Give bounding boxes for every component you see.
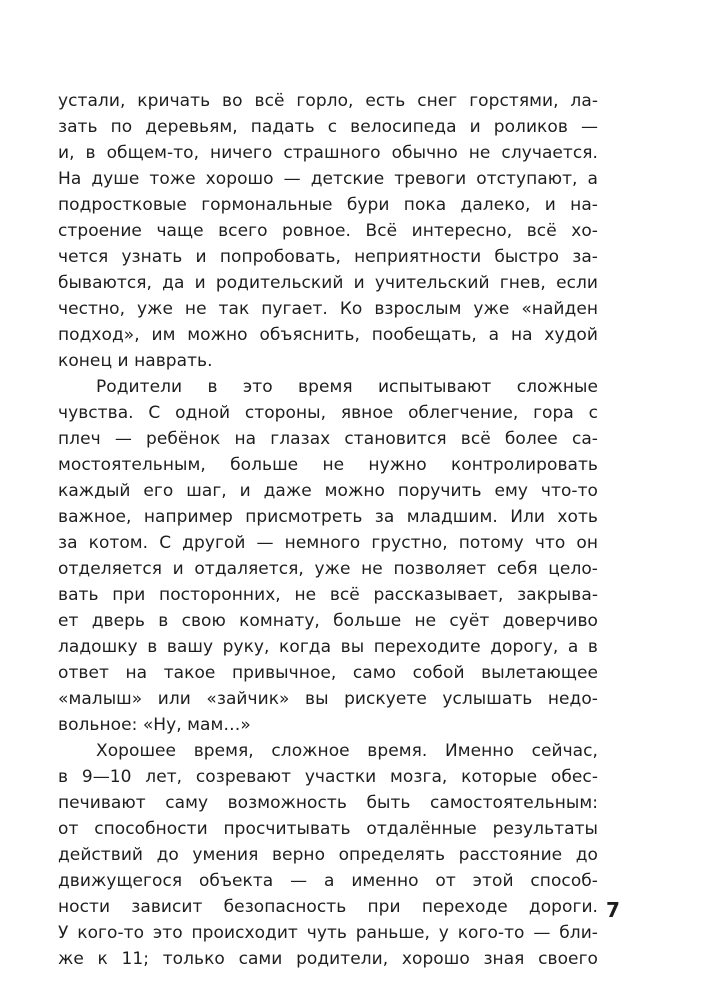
text-line: конец и наврать. bbox=[58, 351, 213, 371]
text-line: строение чаще всего ровное. Всё интересно, всё хо- bbox=[58, 221, 598, 241]
page-number: 7 bbox=[606, 898, 620, 922]
text-line: честно, уже не так пугает. Ко взрослым уже «найден bbox=[58, 299, 598, 319]
text-line: за котом. С другой — немного грустно, потому что он bbox=[58, 533, 598, 553]
text-line: движущегося объекта — а именно от этой способ- bbox=[58, 871, 598, 891]
paragraph-first-line: Хорошее время, сложное время. Именно сейчас, bbox=[96, 741, 598, 761]
text-line: вать при посторонних, не всё рассказывает, закрыва- bbox=[58, 585, 598, 605]
text-line: чется узнать и попробовать, неприятности быстро за- bbox=[58, 247, 598, 267]
text-line: в 9—10 лет, созревают участки мозга, которые обес- bbox=[58, 767, 598, 787]
text-line: мостоятельным, больше не нужно контролировать bbox=[58, 455, 598, 475]
text-line: ответ на такое привычное, само собой вылетающее bbox=[58, 663, 598, 683]
text-line: бываются, да и родительский и учительский гнев, если bbox=[58, 273, 598, 293]
text-line: вольное: «Ну, мам…» bbox=[58, 715, 251, 735]
text-line: важное, например присмотреть за младшим. Или хоть bbox=[58, 507, 598, 527]
text-line: отделяется и отдаляется, уже не позволяет себя цело- bbox=[58, 559, 598, 579]
text-line: ладошку в вашу руку, когда вы переходите дорогу, а в bbox=[58, 637, 598, 657]
text-line: На душе тоже хорошо — детские тревоги отступают, а bbox=[58, 169, 598, 189]
book-page-text bbox=[58, 88, 598, 972]
text-line: и, в общем-то, ничего страшного обычно не случается. bbox=[58, 143, 598, 163]
text-line: каждый его шаг, и даже можно поручить ему что-то bbox=[58, 481, 598, 501]
paragraph-first-line: Родители в это время испытывают сложные bbox=[96, 377, 598, 397]
text-line: действий до умения верно определять расстояние до bbox=[58, 845, 598, 865]
text-line: зать по деревьям, падать с велосипеда и роликов — bbox=[58, 117, 598, 137]
text-line: подростковые гормональные бури пока далеко, и на- bbox=[58, 195, 598, 215]
text-line: плеч — ребёнок на глазах становится всё более са- bbox=[58, 429, 598, 449]
text-line: же к 11; только сами родители, хорошо зная своего bbox=[58, 949, 598, 969]
text-line: ет дверь в свою комнату, больше не суёт доверчиво bbox=[58, 611, 598, 631]
text-line: «малыш» или «зайчик» вы рискуете услышать недо- bbox=[58, 689, 598, 709]
text-line: чувства. С одной стороны, явное облегчение, гора с bbox=[58, 403, 598, 423]
text-line: У кого-то это происходит чуть раньше, у кого-то — бли- bbox=[58, 923, 598, 943]
text-line: от способности просчитывать отдалённые результаты bbox=[58, 819, 598, 839]
text-line: устали, кричать во всё горло, есть снег горстями, ла- bbox=[58, 91, 598, 111]
text-line: подход», им можно объяснить, пообещать, а на худой bbox=[58, 325, 598, 345]
text-line: ности зависит безопасность при переходе дороги. bbox=[58, 897, 598, 917]
text-line: печивают саму возможность быть самостоятельным: bbox=[58, 793, 598, 813]
